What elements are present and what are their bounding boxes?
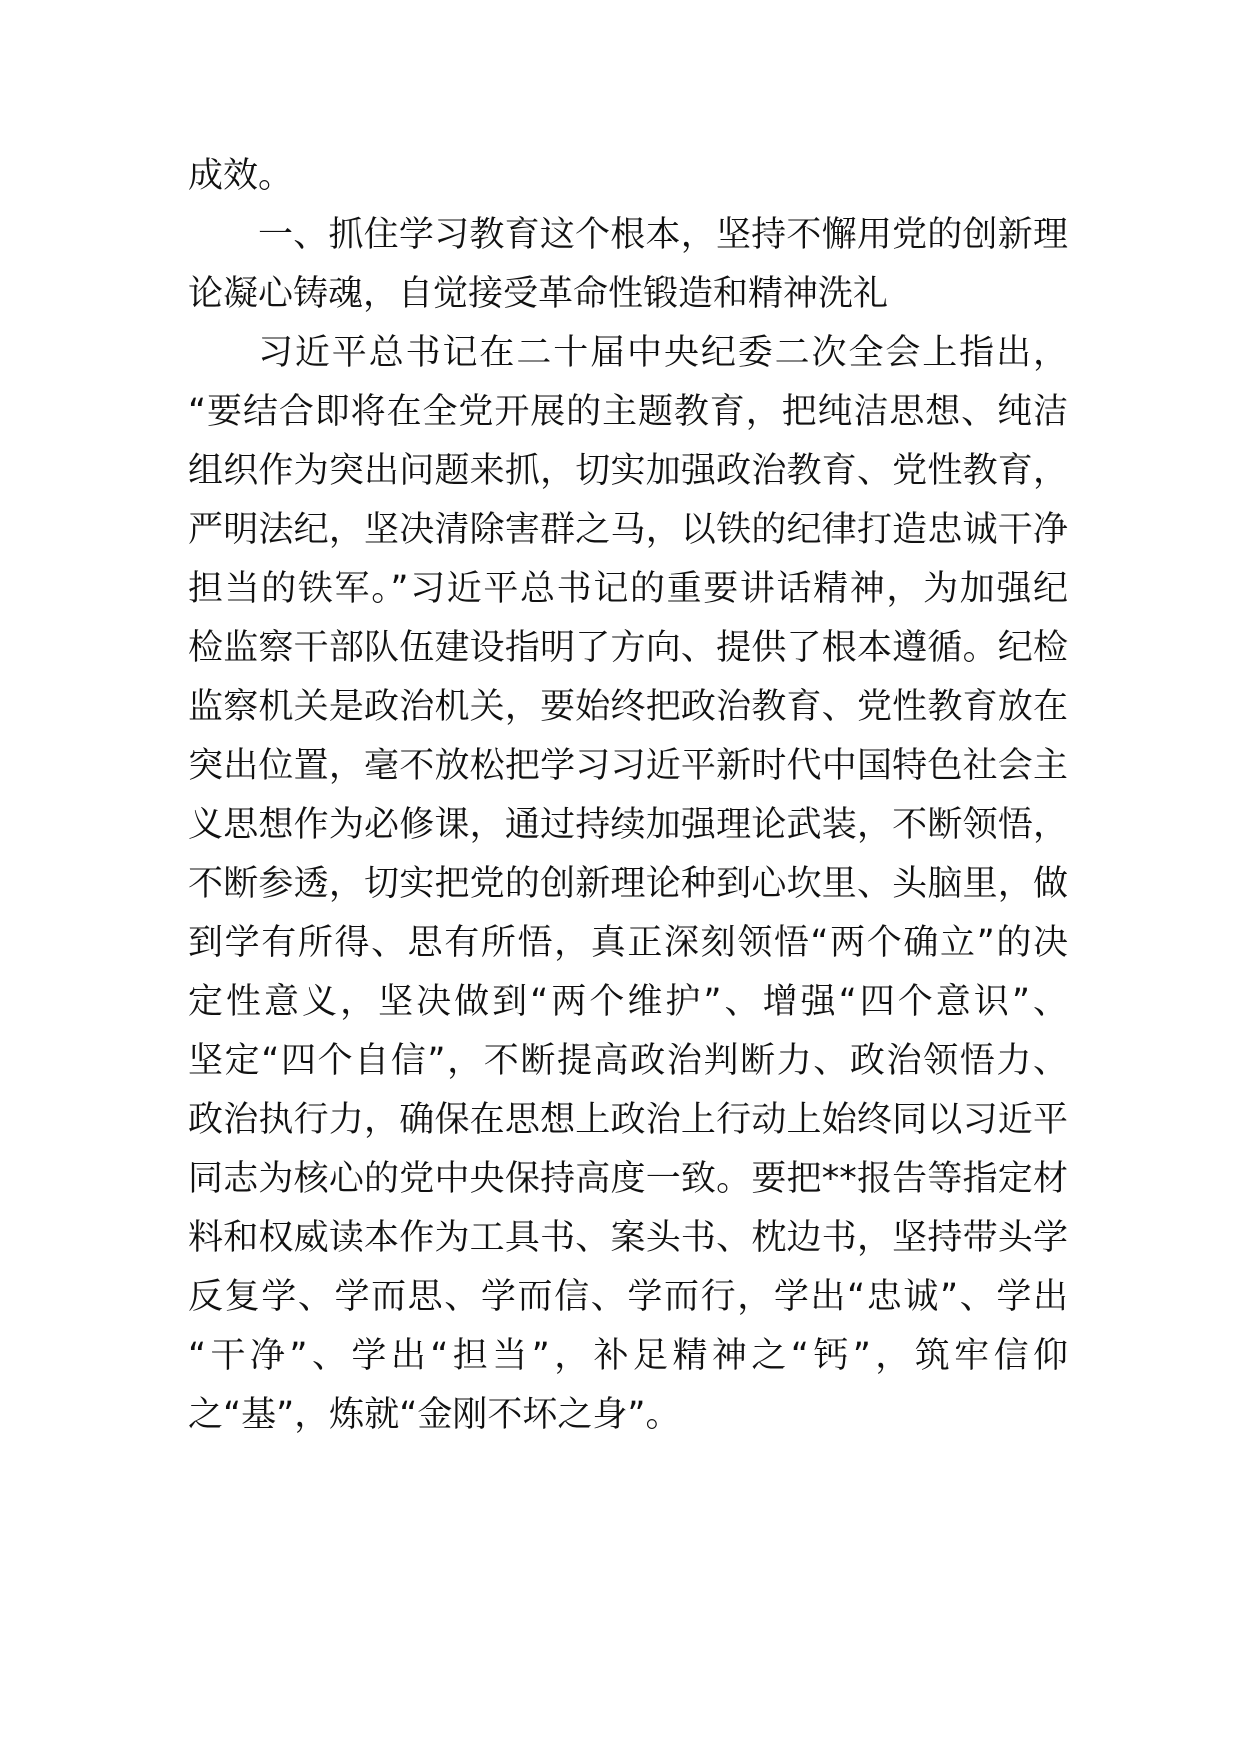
paragraph-line: 不断参透，切实把党的创新理论种到心坎里、头脑里，做 — [188, 864, 1068, 904]
paragraph-line: 习近平总书记在二十届中央纪委二次全会上指出， — [258, 333, 1068, 373]
paragraph-line: 到学有所得、思有所悟，真正深刻领悟“两个确立”的决 — [188, 923, 1068, 963]
paragraph-line: “干净”、学出“担当”，补足精神之“钙”，筑牢信仰 — [188, 1336, 1068, 1376]
paragraph-line: 之“基”，炼就“金刚不坏之身”。 — [188, 1395, 681, 1435]
paragraph-line: 定性意义，坚决做到“两个维护”、增强“四个意识”、 — [188, 982, 1068, 1022]
paragraph-line: 担当的铁军。”习近平总书记的重要讲话精神，为加强纪 — [188, 569, 1068, 609]
paragraph-line: 料和权威读本作为工具书、案头书、枕边书，坚持带头学 — [188, 1218, 1068, 1258]
paragraph-line: 政治执行力，确保在思想上政治上行动上始终同以习近平 — [188, 1100, 1068, 1140]
paragraph-line: 监察机关是政治机关，要始终把政治教育、党性教育放在 — [188, 687, 1068, 727]
section-heading-line: 一、抓住学习教育这个根本，坚持不懈用党的创新理 — [258, 215, 1068, 255]
paragraph-line: “要结合即将在全党开展的主题教育，把纯洁思想、纯洁 — [188, 392, 1068, 432]
paragraph-line: 组织作为突出问题来抓，切实加强政治教育、党性教育， — [188, 451, 1068, 491]
paragraph-line: 严明法纪，坚决清除害群之马，以铁的纪律打造忠诚干净 — [188, 510, 1068, 550]
section-heading-line: 论凝心铸魂，自觉接受革命性锻造和精神洗礼 — [188, 274, 889, 314]
paragraph-line: 坚定“四个自信”，不断提高政治判断力、政治领悟力、 — [188, 1041, 1068, 1081]
paragraph-line: 检监察干部队伍建设指明了方向、提供了根本遵循。纪检 — [188, 628, 1068, 668]
text-line: 成效。 — [188, 156, 294, 196]
paragraph-line: 同志为核心的党中央保持高度一致。要把**报告等指定材 — [188, 1159, 1068, 1199]
paragraph-line: 突出位置，毫不放松把学习习近平新时代中国特色社会主 — [188, 746, 1068, 786]
paragraph-line: 义思想作为必修课，通过持续加强理论武装，不断领悟， — [188, 805, 1068, 845]
paragraph-line: 反复学、学而思、学而信、学而行，学出“忠诚”、学出 — [188, 1277, 1068, 1317]
